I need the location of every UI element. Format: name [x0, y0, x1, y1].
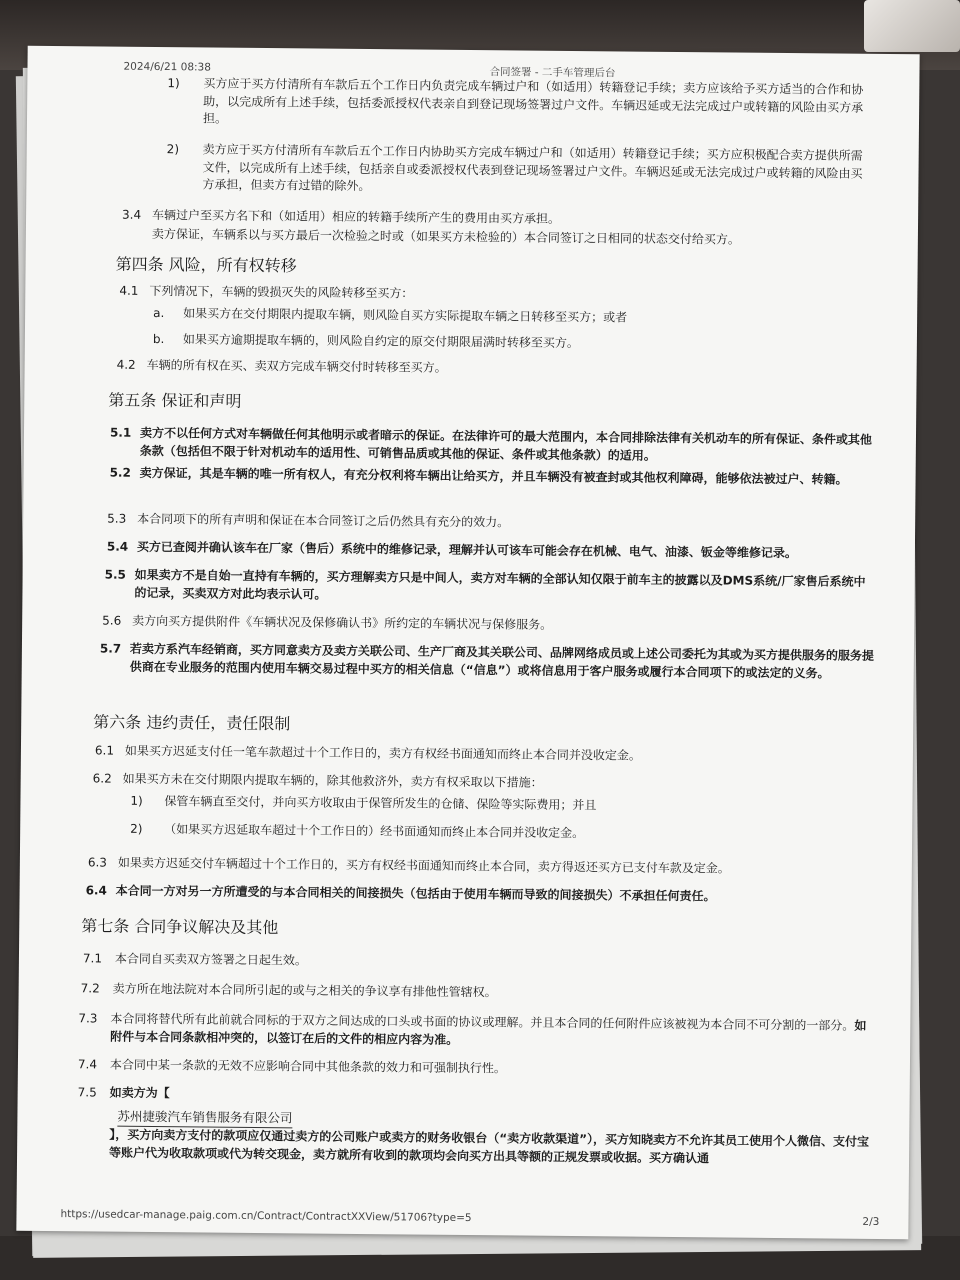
sub-item-text: （如果买方迟延取车超过十个工作日的）经书面通知而终止本合同并没收定金。: [164, 822, 585, 841]
clause-label: 如卖方为【: [109, 1085, 170, 1101]
sub-item-text: 如果买方逾期提取车辆的，则风险自约定的原交付期限届满时转移至买方。: [182, 332, 579, 351]
clause-text: 下列情况下，车辆的毁损灭失的风险转移至买方：: [149, 283, 414, 301]
clause-5-7: [99, 640, 876, 680]
article-heading: 第七条 合同争议解决及其他: [81, 916, 279, 938]
clause-number: 1): [167, 76, 180, 91]
contract-page: [16, 46, 919, 1240]
clause-number: 7.3: [78, 1011, 98, 1026]
clause-7-5-text: 】，买方向卖方支付的款项应仅通过卖方的公司账户或卖方的财务收银台（“卖方收款渠道”），买方知晓卖方不允许其员工使用个人微信、支付宝等账户代为收取款项或代为转交现金，卖方就所有收到的款项均会向买方出具等额的正规发票或收据。买方确认通: [109, 1127, 870, 1165]
clause-number: 7.5: [77, 1085, 97, 1100]
clause-text: 若卖方系汽车经销商，买方同意卖方及卖方关联公司、生产厂商及其关联公司、品牌网络成员或上述公司委托为其或为买方提供服务的服务提供商在专业服务的范围内使用车辆交易过程中买方的相关信息（“信息”）或将信息用于客户服务或履行本合同项下的或法定的义务。: [129, 641, 874, 680]
clause-number: 5.7: [99, 641, 122, 656]
clause-text-bold: 如附件与本合同条款相冲突的，以签订在后的文件的相应内容为准。: [110, 1018, 867, 1047]
clause-number: 5.4: [106, 539, 129, 554]
clause-7-4: [77, 1056, 878, 1076]
clause-text: 卖方应于买方付清所有车款后五个工作日内协助买方完成车辆过户和（如适用）转籍登记手续；买方应积极配合卖方提供所需文件，以完成所有上述手续，包括亲自或委派授权代表到登记现场签署过户文件。车辆迟延或无法完成过户或转籍的风险由买方承担，但卖方有过错的除外。: [202, 142, 863, 194]
clause-5-5: [104, 567, 875, 602]
clause-7-3: [78, 1010, 878, 1047]
clause-5-1: [109, 425, 880, 463]
article-heading: 第六条 违约责任，责任限制: [93, 712, 291, 734]
clause-text: 本合同自买卖双方签署之日起生效。: [114, 951, 308, 968]
clause-number: 6.3: [87, 855, 108, 870]
snack-wrapper: [864, 0, 960, 52]
clause-number: 6.1: [94, 743, 115, 758]
clause-6-3: [87, 854, 878, 876]
page-number: 2/3: [862, 1215, 880, 1228]
clause-text: 如果卖方不是自始一直持有车辆的，买方理解卖方只是中间人，卖方对车辆的全部认知仅限于前车主的披露以及DMS系统/厂家售后系统中的记录，买卖双方对此均表示认可。: [134, 567, 866, 602]
clause-4-2: [116, 357, 877, 375]
print-datetime: 2024/6/21 08:38: [123, 60, 212, 74]
clause-6-4: [85, 882, 876, 904]
clause-number: 5.3: [107, 511, 127, 526]
clause-text: 车辆过户至买方名下和（如适用）相应的转籍手续所产生的费用由买方承担。: [152, 207, 561, 226]
clause-text: 如果买方未在交付期限内提取车辆的，除其他救济外，卖方有权采取以下措施：: [122, 771, 543, 790]
clause-number: 6.2: [92, 771, 112, 786]
print-header-title: 合同签署 - 二手车管理后台: [489, 66, 616, 80]
clause-5-6: [102, 612, 872, 632]
clause-number: 4.2: [116, 357, 136, 372]
print-footer-url: https://usedcar-manage.paig.com.cn/Contract/ContractXXView/51706?type=5: [60, 1208, 472, 1225]
clause-number: 5.5: [104, 567, 126, 582]
sub-item-text: 保管车辆直至交付，并向买方收取由于保管所发生的仓储、保险等实际费用；并且: [164, 794, 597, 813]
clause-text: 车辆的所有权在买、卖双方完成车辆交付时转移至买方。: [146, 357, 447, 375]
clause-5-4: [106, 539, 877, 561]
clause-3-4: [122, 207, 882, 247]
clause-7-2: [80, 980, 871, 1000]
clause-number: 3.4: [122, 207, 142, 222]
clause-number: 7.4: [77, 1057, 98, 1072]
clause-text: 本合同将替代所有此前就合同标的于双方之间达成的口头或书面的协议或理解。并且本合同的任何附件应该被视为本合同不可分割的一部分。: [110, 1011, 855, 1033]
clause-number: 5.6: [102, 613, 122, 628]
sub-item-text: 如果买方在交付期限内提取车辆，则风险自买方实际提取车辆之日转移至买方；或者: [183, 306, 628, 325]
clause-text: 如果卖方迟延交付车辆超过十个工作日的，买方有权经书面通知而终止本合同，卖方得返还买方已支付车款及定金。: [117, 855, 730, 876]
clause-text: 卖方不以任何方式对车辆做任何其他明示或者暗示的保证。在法律许可的最大范围内，本合同排除法律有关机动车的所有保证、条件或其他条款（包括但不限于针对机动车的适用性、可销售品质或其他的保证、条件或其他条款）的适用。: [139, 425, 873, 463]
clause-number: 6.4: [85, 883, 107, 898]
clause-text: 卖方保证，车辆系以与买方最后一次检验之时或（如果买方未检验的）本合同签订之日相同的状态交付给买方。: [151, 226, 740, 247]
clause-number: 2): [166, 142, 180, 157]
clause-6-1: [94, 742, 875, 763]
clause-4-1: [119, 283, 879, 351]
clause-number: 4.1: [119, 283, 139, 298]
clause-text: 卖方所在地法院对本合同所引起的或与之相关的争议享有排他性管辖权。: [112, 981, 497, 1000]
clause-number: 5.2: [109, 465, 131, 480]
clause-6-2: [92, 770, 873, 841]
clause-text: 本合同项下的所有声明和保证在本合同签订之后仍然具有充分的效力。: [137, 511, 510, 530]
clause-text: 本合同中某一条款的无效不应影响合同中其他条款的效力和可强制执行性。: [109, 1057, 506, 1076]
clause-7-5: [77, 1084, 878, 1101]
seller-company-name: 苏州捷骏汽车销售服务有限公司: [117, 1107, 292, 1129]
sub-item-number: 1): [130, 793, 143, 808]
clause-number: 7.1: [82, 951, 103, 966]
article-heading: 第四条 风险，所有权转移: [115, 254, 297, 276]
clause-text: 本合同一方对另一方所遭受的与本合同相关的间接损失（包括由于使用车辆而导致的间接损失）不承担任何责任。: [115, 883, 716, 904]
clause-7-1: [82, 950, 873, 968]
clause-item: [166, 141, 867, 194]
clause-text: 卖方向买方提供附件《车辆状况及保修确认书》所约定的车辆状况与保修服务。: [132, 613, 553, 632]
clause-number: 5.1: [109, 425, 132, 440]
clause-number: 7.2: [80, 981, 100, 996]
clause-text: 买方已查阅并确认该车在厂家（售后）系统中的维修记录，理解并认可该车可能会存在机械、电气、油漆、钣金等维修记录。: [136, 539, 797, 561]
clause-5-3: [107, 511, 877, 530]
clause-text: 买方应于买方付清所有车款后五个工作日内负责完成车辆过户和（如适用）转籍登记手续；卖方应该给予买方适当的合作和协助，以完成所有上述手续，包括委派授权代表亲自到登记现场签署过户文件。车辆迟延或无法完成过户或转籍的风险由买方承担。: [202, 76, 864, 126]
sub-item-letter: a.: [153, 305, 165, 321]
clause-text: 卖方保证，其是车辆的唯一所有权人，有充分权利将车辆出让给买方，并且车辆没有被查封或其他权利障碍，能够依法被过户、转籍。: [139, 465, 848, 487]
sub-item-number: 2): [130, 821, 143, 836]
clause-text: 如果买方迟延支付任一笔车款超过十个工作日的，卖方有权经书面通知而终止本合同并没收定金。: [124, 743, 642, 763]
article-heading: 第五条 保证和声明: [108, 390, 242, 411]
sub-item-letter: b.: [152, 331, 165, 347]
